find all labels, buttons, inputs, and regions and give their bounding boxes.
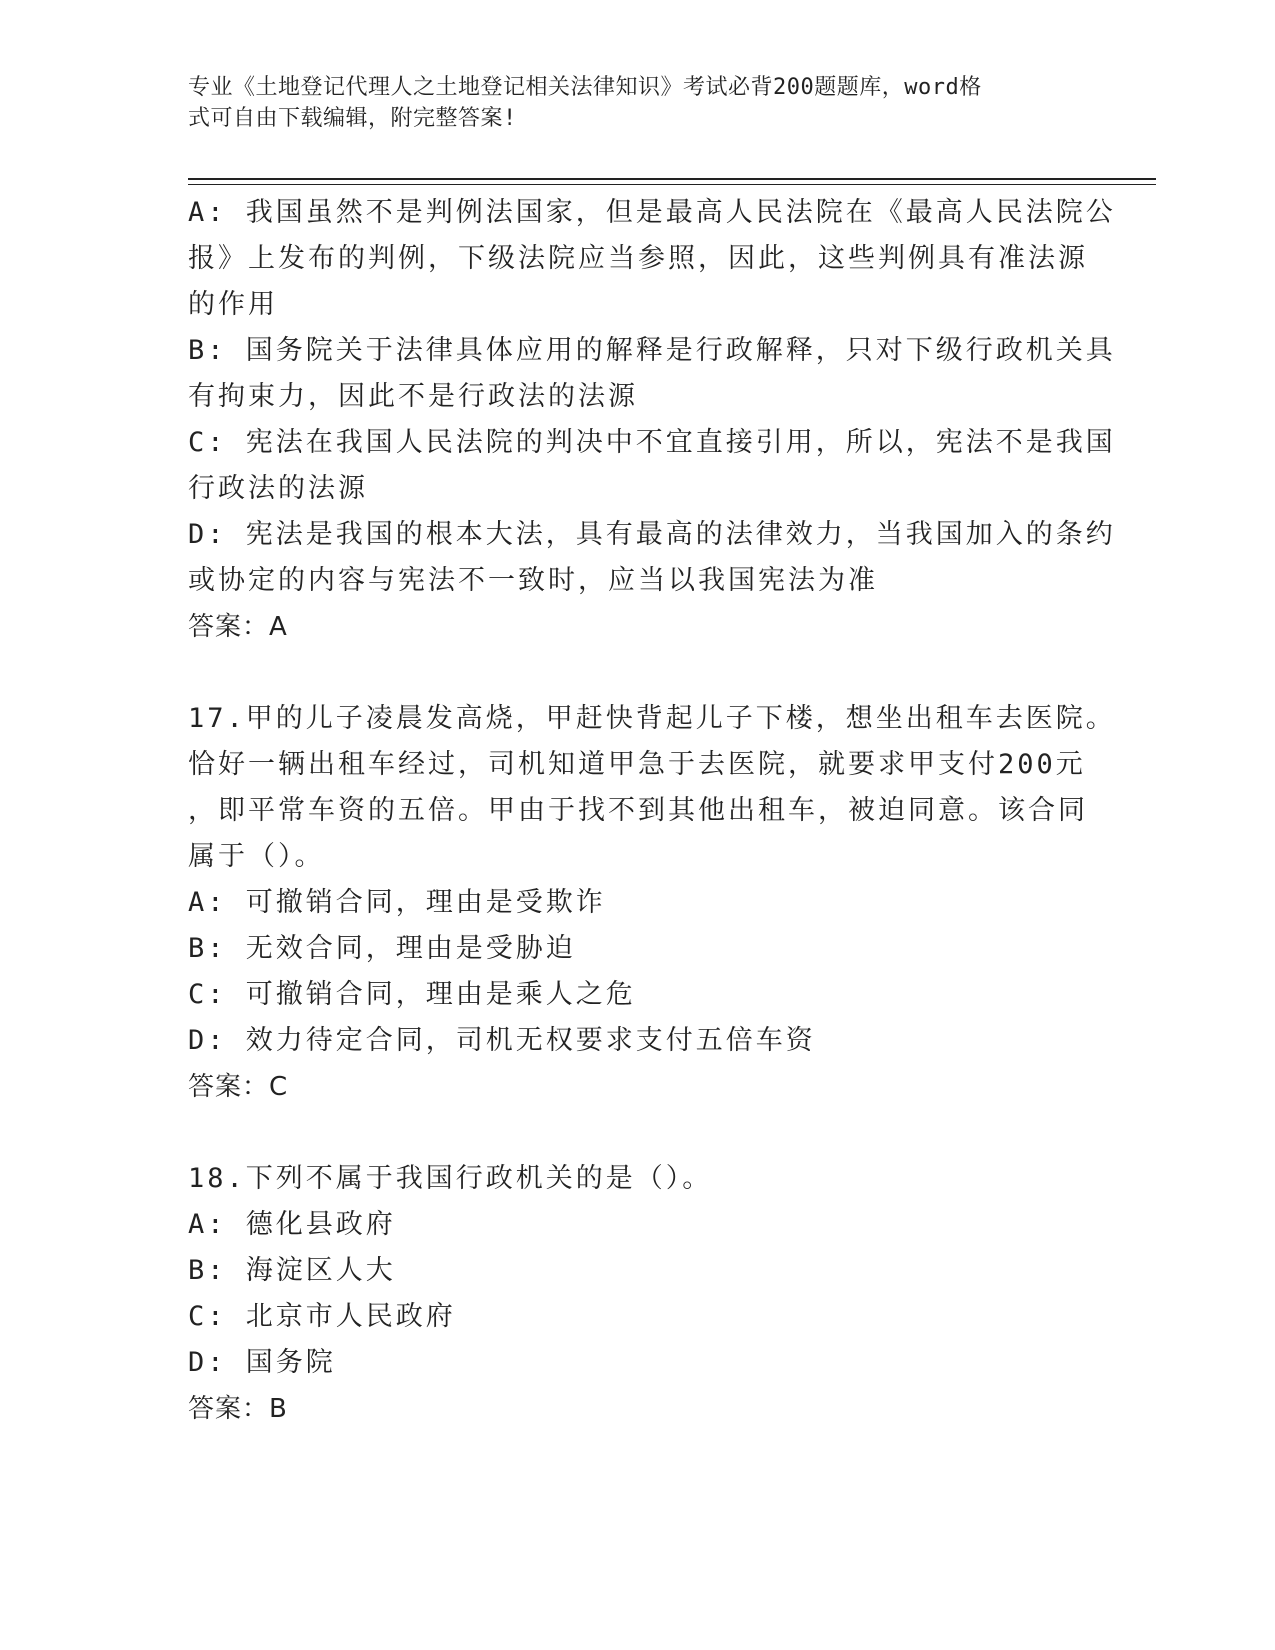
q17-stem-line: 17.甲的儿子凌晨发高烧，甲赶快背起儿子下楼，想坐出租车去医院。 <box>188 703 1116 734</box>
q16-option-b-line: B: 国务院关于法律具体应用的解释是行政解释，只对下级行政机关具 <box>188 335 1116 366</box>
q16-option-c-line: 行政法的法源 <box>188 473 368 504</box>
q17-answer: 答案：C <box>188 1072 289 1102</box>
q17-stem-line: 属于（）。 <box>188 841 325 872</box>
question-16 <box>188 190 1116 650</box>
q17-stem-line: ，即平常车资的五倍。甲由于找不到其他出租车，被迫同意。该合同 <box>188 795 1088 826</box>
spacer <box>188 650 1088 696</box>
q18-answer: 答案：B <box>188 1394 288 1424</box>
question-18 <box>188 1156 1088 1432</box>
q16-option-c <box>188 420 1116 512</box>
q16-option-a <box>188 190 1116 328</box>
q17-stem <box>188 696 1116 880</box>
q16-option-d-line: 或协定的内容与宪法不一致时，应当以我国宪法为准 <box>188 565 878 596</box>
q16-option-a-line: 报》上发布的判例，下级法院应当参照，因此，这些判例具有准法源 <box>188 243 1088 274</box>
q16-option-d-line: D: 宪法是我国的根本大法，具有最高的法律效力，当我国加入的条约 <box>188 519 1116 550</box>
q18-option-c: C: 北京市人民政府 <box>188 1301 456 1332</box>
q17-stem-line: 恰好一辆出租车经过，司机知道甲急于去医院，就要求甲支付200元 <box>188 749 1086 780</box>
q18-option-a: A: 德化县政府 <box>188 1209 396 1240</box>
q16-option-d <box>188 512 1116 604</box>
q17-option-d: D: 效力待定合同，司机无权要求支付五倍车资 <box>188 1025 816 1056</box>
header-line-2: 式可自由下载编辑，附完整答案! <box>188 106 517 131</box>
q16-answer: 答案：A <box>188 612 288 642</box>
q16-option-a-line: 的作用 <box>188 289 278 320</box>
question-17 <box>188 696 1116 1110</box>
q18-option-d: D: 国务院 <box>188 1347 336 1378</box>
spacer <box>188 1110 1088 1156</box>
document-body <box>188 190 1116 1432</box>
q16-option-c-line: C: 宪法在我国人民法院的判决中不宜直接引用，所以，宪法不是我国 <box>188 427 1116 458</box>
q17-option-c: C: 可撤销合同，理由是乘人之危 <box>188 979 636 1010</box>
header-rule-thick <box>188 178 1156 180</box>
q18-option-b: B: 海淀区人大 <box>188 1255 396 1286</box>
q17-option-b: B: 无效合同，理由是受胁迫 <box>188 933 576 964</box>
page-header <box>188 72 1068 134</box>
header-rule-thin <box>188 184 1156 185</box>
q16-option-b-line: 有拘束力，因此不是行政法的法源 <box>188 381 638 412</box>
q17-option-a: A: 可撤销合同，理由是受欺诈 <box>188 887 606 918</box>
header-line-1: 专业《土地登记代理人之土地登记相关法律知识》考试必背200题题库，word格 <box>188 75 982 100</box>
q16-option-a-line: A: 我国虽然不是判例法国家，但是最高人民法院在《最高人民法院公 <box>188 197 1116 228</box>
q16-option-b <box>188 328 1116 420</box>
q18-stem: 18.下列不属于我国行政机关的是（）。 <box>188 1163 713 1194</box>
